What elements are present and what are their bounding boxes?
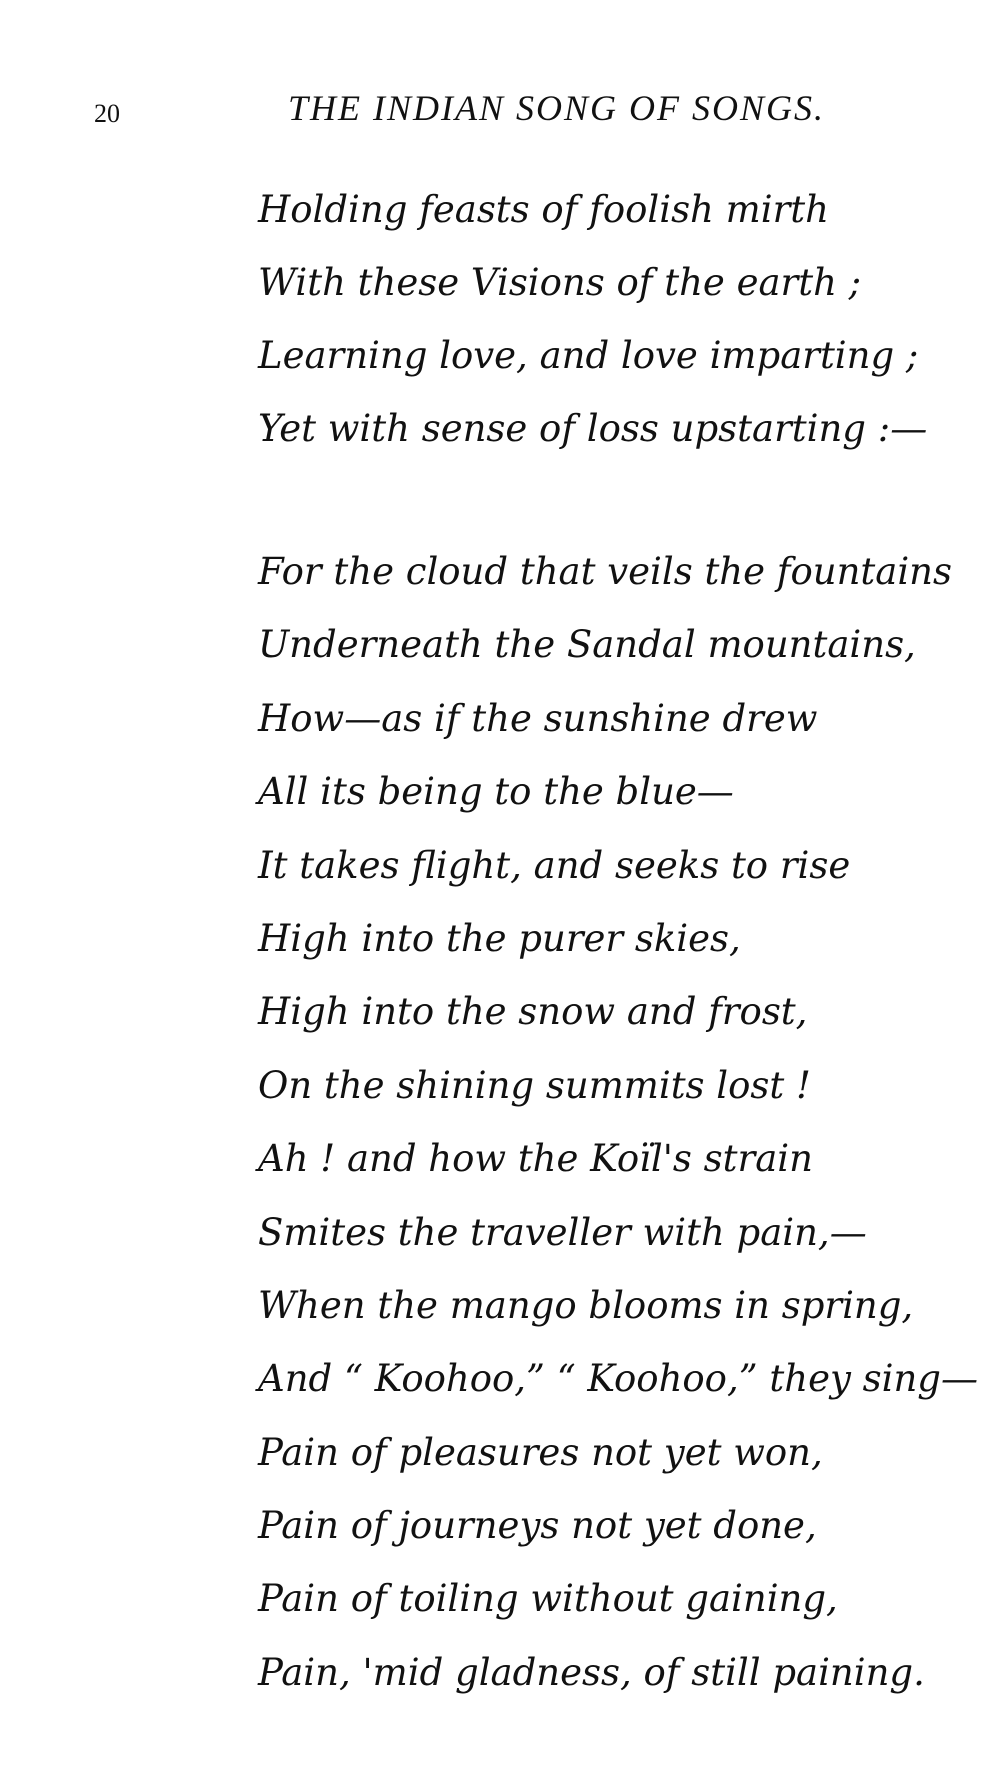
poem-line: On the shining summits lost ! bbox=[258, 1063, 811, 1107]
poem-line: Pain, 'mid gladness, of still paining. bbox=[258, 1650, 925, 1694]
poem-line: Ah ! and how the Koïl's strain bbox=[258, 1137, 813, 1181]
poem-line: High into the purer skies, bbox=[258, 916, 741, 960]
poem-line: Pain of toiling without gaining, bbox=[258, 1577, 838, 1621]
poem-line: All its being to the blue— bbox=[258, 770, 734, 814]
poem-line: How—as if the sunshine drew bbox=[258, 696, 818, 740]
poem-line: When the mango blooms in spring, bbox=[258, 1283, 914, 1327]
poem-line: With these Visions of the earth ; bbox=[258, 261, 862, 304]
poem-line: Pain of journeys not yet done, bbox=[258, 1504, 817, 1548]
poem-line: And “ Koohoo,” “ Koohoo,” they sing— bbox=[258, 1357, 978, 1401]
poem-line: Smites the traveller with pain,— bbox=[258, 1210, 867, 1254]
poem-line: Pain of pleasures not yet won, bbox=[258, 1430, 823, 1474]
poem-line: Holding feasts of foolish mirth bbox=[258, 188, 829, 231]
stanza-2 bbox=[258, 542, 978, 1716]
poem-line: Underneath the Sandal mountains, bbox=[258, 623, 916, 667]
running-title: THE INDIAN SONG OF SONGS. bbox=[288, 88, 826, 128]
poem-line: Learning love, and love imparting ; bbox=[258, 334, 919, 377]
stanza-1 bbox=[258, 180, 927, 472]
poem-line: It takes flight, and seeks to rise bbox=[258, 843, 851, 887]
poem-line: For the cloud that veils the fountains bbox=[258, 550, 953, 593]
page-number: 20 bbox=[94, 99, 120, 128]
poem-line: High into the snow and frost, bbox=[258, 990, 808, 1034]
poem-line: Yet with sense of loss upstarting :— bbox=[258, 407, 928, 450]
